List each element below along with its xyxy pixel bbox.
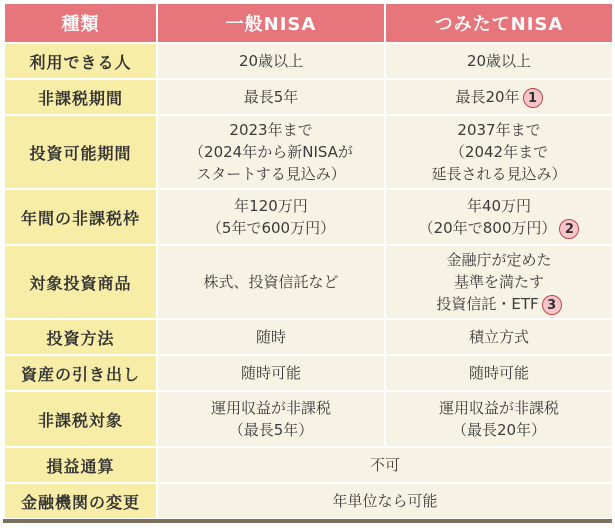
table-row [4,245,613,319]
cell-line [386,326,612,348]
cell-line [158,50,384,72]
table-row [4,189,613,245]
cell-tsumitate-nisa [385,189,613,245]
row-label: 資産の引き出し [4,355,157,391]
cell-text: 最長20年 [455,88,520,106]
cell-text: 2023年まで [229,121,313,139]
header-tsumitate-nisa: つみたてNISA [385,3,613,43]
row-label: 対象投資商品 [4,245,157,319]
cell-line [158,119,384,141]
table-body [4,43,613,519]
cell-line [386,293,612,315]
cell-line [158,141,384,163]
cell-text: 年120万円 [234,197,308,215]
row-label: 年間の非課税枠 [4,189,157,245]
cell-text: （20年で800万円） [418,219,557,237]
cell-line [386,419,612,441]
cell-text: 20歳以上 [466,52,532,70]
note-number-badge: 3 [542,295,562,315]
cell-text: 随時可能 [240,364,301,382]
cell-tsumitate-nisa [385,245,613,319]
cell-text: （5年で600万円） [206,219,336,237]
cell-general-nisa [157,355,385,391]
cell-text: 随時可能 [468,364,529,382]
cell-text: 株式、投資信託など [203,273,339,291]
cell-line [386,217,612,239]
cell-line [386,163,612,185]
cell-general-nisa [157,189,385,245]
cell-line [386,86,612,108]
table-row [4,43,613,79]
cell-tsumitate-nisa [385,79,613,115]
cell-text: 延長される見込み） [431,165,567,183]
cell-tsumitate-nisa [385,115,613,189]
cell-general-nisa [157,79,385,115]
header-general-nisa: 一般NISA [157,3,385,43]
cell-text: （最長20年） [451,421,547,439]
row-label: 金融機関の変更 [4,483,157,519]
cell-line [386,195,612,217]
table-row [4,447,613,483]
cell-text: スタートする見込み） [196,165,346,183]
nisa-comparison-sheet [3,2,612,523]
cell-text: 随時 [255,328,286,346]
table-row [4,391,613,447]
cell-line [158,217,384,239]
cell-line [386,397,612,419]
cell-tsumitate-nisa [385,319,613,355]
cell-line [158,419,384,441]
cell-text: （2042年まで [449,143,549,161]
cell-text: 年40万円 [466,197,532,215]
table-row [4,483,613,519]
cell-text: 金融庁が定めた [446,251,552,269]
cell-general-nisa [157,245,385,319]
cell-general-nisa [157,391,385,447]
cell-text: 最長5年 [243,88,299,106]
nisa-comparison-table [3,2,614,520]
cell-text: 運用収益が非課税 [210,399,331,417]
cell-line [158,195,384,217]
table-row [4,115,613,189]
cell-line [158,362,384,384]
cell-line [386,119,612,141]
row-label: 投資方法 [4,319,157,355]
cell-line [386,141,612,163]
cell-tsumitate-nisa [385,43,613,79]
table-header-row [4,3,613,43]
cell-text: 投資信託・ETF [436,295,539,313]
cell-merged: 年単位なら可能 [157,483,613,519]
cell-line [386,249,612,271]
cell-line [158,86,384,108]
cell-line [386,362,612,384]
row-label: 非課税対象 [4,391,157,447]
row-label: 投資可能期間 [4,115,157,189]
cell-text: 運用収益が非課税 [438,399,559,417]
table-row [4,79,613,115]
table-row [4,319,613,355]
note-number-badge: 2 [559,219,579,239]
cell-text: 基準を満たす [453,273,544,291]
row-label: 非課税期間 [4,79,157,115]
cell-line [158,326,384,348]
cell-line [386,50,612,72]
cell-text: （最長5年） [228,421,314,439]
cell-line [158,271,384,293]
cell-tsumitate-nisa [385,391,613,447]
row-label: 利用できる人 [4,43,157,79]
cell-line [158,397,384,419]
cell-text: 積立方式 [468,328,529,346]
cell-general-nisa [157,43,385,79]
cell-merged: 不可 [157,447,613,483]
row-label: 損益通算 [4,447,157,483]
cell-tsumitate-nisa [385,355,613,391]
cell-line [158,163,384,185]
cell-text: （2024年から新NISAが [189,143,353,161]
header-type: 種類 [4,3,157,43]
cell-text: 20歳以上 [238,52,304,70]
cell-general-nisa [157,115,385,189]
table-row [4,355,613,391]
cell-general-nisa [157,319,385,355]
cell-text: 2037年まで [457,121,541,139]
bottom-border-bar [3,519,612,523]
cell-line [386,271,612,293]
note-number-badge: 1 [523,88,543,108]
